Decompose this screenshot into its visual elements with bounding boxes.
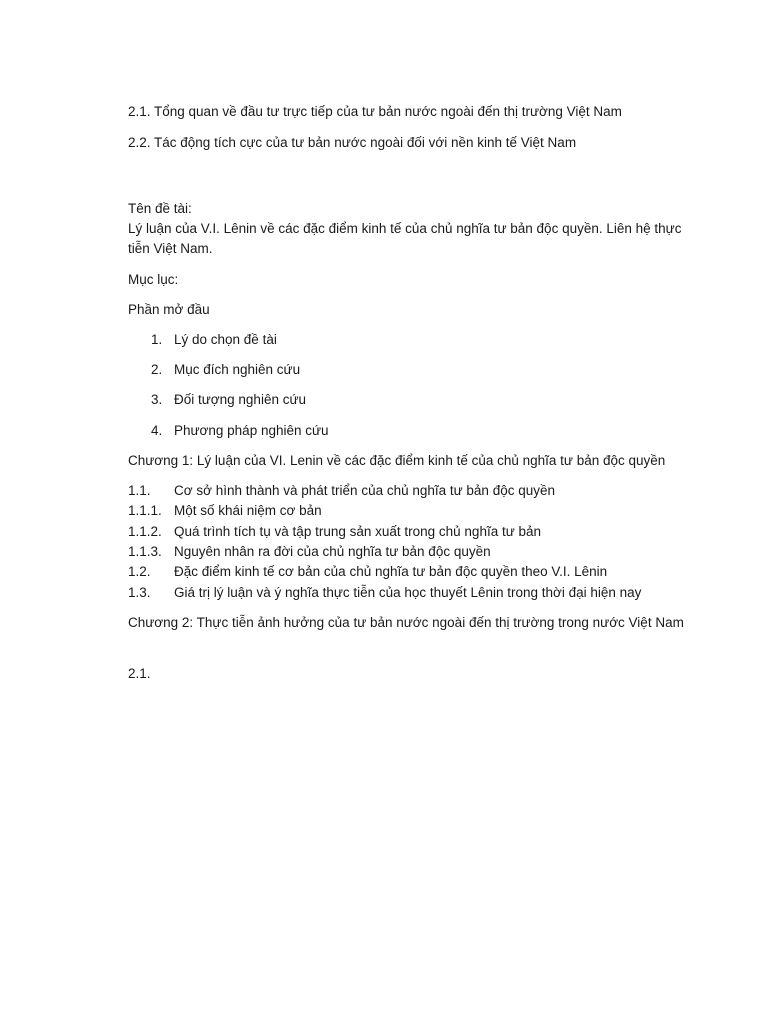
chapter-1-item-number: 1.1. [128, 483, 151, 498]
chapter-1-item [128, 522, 541, 542]
chapter-1-item [128, 542, 491, 562]
intro-item-number: 4. [151, 423, 163, 438]
intro-item-text: Mục đích nghiên cứu [174, 362, 301, 377]
intro-item-text: Phương pháp nghiên cứu [174, 423, 329, 438]
intro-item-number: 2. [151, 362, 163, 377]
chapter-1-item-text: Nguyên nhân ra đời của chủ nghĩa tư bản độc quyền [174, 544, 491, 559]
chapter-1-item-text: Quá trình tích tụ và tập trung sản xuất trong chủ nghĩa tư bản [174, 524, 542, 539]
intro-item-number: 3. [151, 392, 163, 407]
chapter-2-first-item: 2.1. [128, 666, 151, 681]
chapter-1-item [128, 583, 641, 603]
chapter-1-heading: Chương 1: Lý luận của VI. Lenin về các đặc điểm kinh tế của chủ nghĩa tư bản độc quyền [128, 453, 666, 468]
topic-title: Lý luận của V.I. Lênin về các đặc điểm kinh tế của chủ nghĩa tư bản độc quyền. Liên hệ thực tiễn Việt Nam. [128, 221, 682, 256]
intro-item [151, 360, 300, 380]
chapter-1-item-number: 1.1.2. [128, 524, 162, 539]
intro-item-number: 1. [151, 332, 163, 347]
toc-label: Mục lục: [128, 272, 179, 287]
chapter-1-item-number: 1.2. [128, 564, 151, 579]
chapter-1-item [128, 562, 607, 582]
topic-label: Tên đề tài: [128, 201, 192, 216]
section-2-1-line: 2.1. Tổng quan về đầu tư trực tiếp của tư bản nước ngoài đến thị trường Việt Nam [128, 104, 622, 119]
intro-item [151, 390, 306, 410]
intro-item-text: Đối tượng nghiên cứu [174, 392, 307, 407]
chapter-1-item-number: 1.1.3. [128, 544, 162, 559]
chapter-1-item-text: Một số khái niệm cơ bản [174, 503, 322, 518]
intro-item [151, 330, 277, 350]
intro-item-text: Lý do chọn đề tài [174, 332, 277, 347]
chapter-1-item [128, 481, 555, 501]
intro-heading: Phần mở đầu [128, 302, 210, 317]
chapter-1-item-text: Đặc điểm kinh tế cơ bản của chủ nghĩa tư bản độc quyền theo V.I. Lênin [174, 564, 608, 579]
chapter-1-item-text: Cơ sở hình thành và phát triển của chủ nghĩa tư bản độc quyền [174, 483, 555, 498]
chapter-1-item-number: 1.1.1. [128, 503, 162, 518]
chapter-1-item-number: 1.3. [128, 585, 151, 600]
chapter-1-item [128, 501, 322, 521]
chapter-2-heading: Chương 2: Thực tiễn ảnh hưởng của tư bản nước ngoài đến thị trường trong nước Việt Nam [128, 615, 684, 630]
section-2-2-line: 2.2. Tác động tích cực của tư bản nước ngoài đối với nền kinh tế Việt Nam [128, 135, 577, 150]
intro-item [151, 421, 329, 441]
chapter-1-item-text: Giá trị lý luận và ý nghĩa thực tiễn của học thuyết Lênin trong thời đại hiện nay [174, 585, 642, 600]
